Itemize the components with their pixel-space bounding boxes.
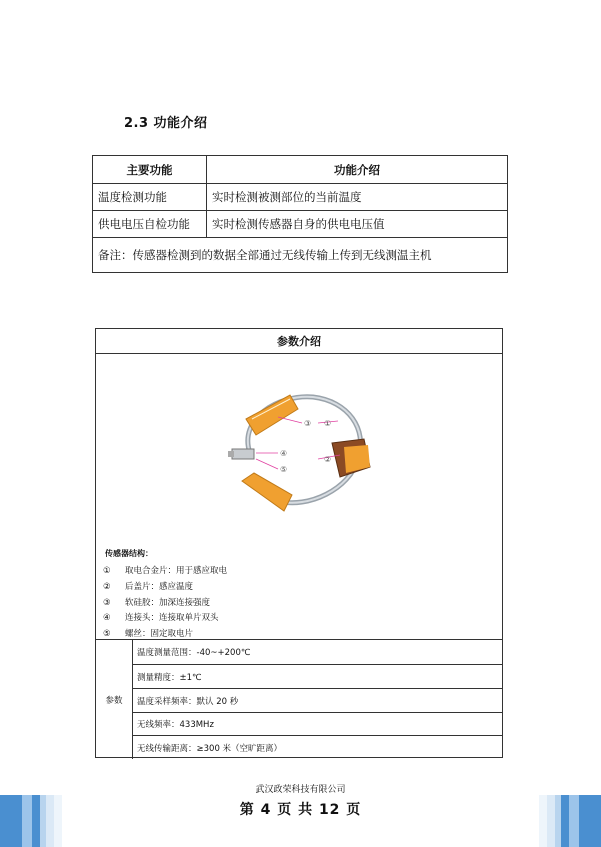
- row-function: 供电电压自检功能: [93, 211, 207, 238]
- header-main-function: 主要功能: [93, 156, 207, 184]
- parameter-subtable: [96, 639, 502, 759]
- row-function: 温度检测功能: [93, 184, 207, 211]
- param-row: 无线频率：433MHz: [132, 712, 502, 735]
- param-row: 温度采样频率：默认 20 秒: [132, 688, 502, 712]
- parameter-title: 参数介绍: [96, 329, 502, 354]
- screw: [228, 451, 234, 457]
- footer-page-number: 第 4 页 共 12 页: [239, 802, 362, 818]
- function-table: [92, 155, 508, 273]
- param-row: 温度测量范围：-40~+200℃: [137, 648, 251, 658]
- header-function-desc: 功能介绍: [207, 156, 508, 184]
- structure-title: 传感器结构：: [105, 549, 153, 558]
- sensor-figure: [228, 389, 374, 517]
- row-desc: 实时检测被测部位的当前温度: [207, 184, 508, 211]
- structure-item: ① 取电合金片：用于感应取电: [103, 566, 228, 576]
- structure-item: ③ 软硅胶：加深连接强度: [103, 598, 211, 608]
- label-1: ①: [324, 419, 332, 428]
- table-note: 备注：传感器检测到的数据全部通过无线传输上传到无线测温主机: [93, 238, 508, 273]
- label-2: ②: [324, 455, 332, 464]
- footer-company: 武汉政荣科技有限公司: [255, 785, 346, 795]
- table-row: [93, 211, 508, 238]
- bottom-pad: [242, 473, 292, 511]
- structure-item: ⑤ 螺丝：固定取电片: [103, 629, 194, 639]
- parameter-label: 参数: [96, 640, 133, 759]
- parameter-box: [95, 328, 503, 758]
- label-4: ④: [280, 449, 288, 458]
- param-row: 测量精度：±1℃: [132, 664, 502, 688]
- row-desc: 实时检测传感器自身的供电电压值: [207, 211, 508, 238]
- table-row: [93, 184, 508, 211]
- structure-item: ④ 连接头：连接取单片双头: [103, 613, 219, 623]
- param-row: 无线传输距离：≥300 米（空旷距离）: [132, 735, 502, 759]
- table-note-row: [93, 238, 508, 273]
- table-header-row: [93, 156, 508, 184]
- connector-head: [232, 449, 254, 459]
- label-5: ⑤: [280, 465, 288, 474]
- label-3: ③: [304, 419, 312, 428]
- structure-item: ② 后盖片：感应温度: [103, 582, 194, 592]
- top-pad: [246, 395, 298, 435]
- section-heading: 2.3 功能介绍: [124, 116, 208, 131]
